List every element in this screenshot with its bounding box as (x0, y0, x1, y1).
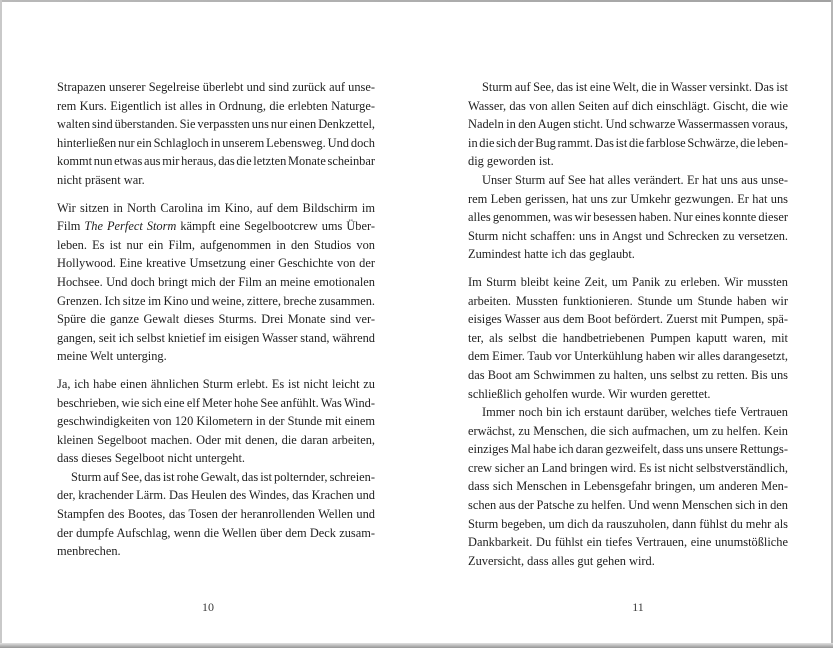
text-line: beschrieben, wie sich eine elf Meter hohe See anfühlt. Was Wind- (57, 395, 375, 410)
page-number-right: 11 (632, 600, 644, 614)
text-line: meine Welt unterging. (57, 349, 167, 364)
paragraph (57, 78, 375, 190)
text-line: schen aus der Patsche zu helfen. Und wenn Menschen sich in den (468, 498, 788, 513)
text-line: Grenzen. Ich sitze im Kino und weine, zittere, breche zusammen. (57, 293, 375, 308)
text-line: Wasser, das von allen Seiten auf dich einschlägt. Gischt, die wie (468, 98, 788, 113)
text-line: Zuversicht, dass alles gut gehen wird. (468, 553, 655, 568)
text-line: dem Eimer. Taub vor Unterkühlung haben wir alles darangesetzt, (468, 349, 788, 364)
text-line: der, krachender Lärm. Das Heulen des Windes, das Krachen und (57, 488, 375, 503)
scan-edge-bottom (0, 643, 833, 648)
text-line: Ja, ich habe einen ähnlichen Sturm erlebt. Es ist nicht leicht zu (57, 376, 375, 391)
text-line: kleinen Segelboot machen. Oder mit denen, die daran arbeiten, (57, 432, 375, 447)
text-line: arbeiten. Mussten funktionieren. Stunde um Stunde haben wir (468, 293, 788, 308)
text-line: Dankbarkeit. Du fühlst ein tiefes Vertrauen, eine unumstößliche (468, 535, 788, 550)
italic-title: The Perfect Storm (84, 219, 177, 234)
text-line: dass sich Menschen in Lebensgefahr bringen, um anderen Men- (468, 479, 788, 494)
text-line: rem Leben gerissen, hat uns zur Umkehr gezwungen. Er hat uns (468, 191, 788, 206)
text-line: leben. Es ist nur ein Film, aufgenommen in den Studios von (57, 237, 375, 252)
paragraph (468, 273, 788, 403)
page-number-left: 10 (202, 600, 214, 614)
text-line: einziges Mal habe ich daran gezweifelt, dass uns unsere Rettungs- (468, 442, 788, 457)
paragraph (57, 199, 375, 366)
text-line: gangen, seit ich selbst knietief im eisigen Wasser stand, während (57, 330, 375, 345)
text-line: Stampfen des Bootes, das Tosen der heranrollenden Wellen und (57, 507, 375, 522)
text-line: kommt nun etwas aus mir heraus, das die letzten Monate scheinbar (57, 154, 375, 169)
text-line: menbrechen. (57, 544, 121, 559)
text-block (468, 78, 788, 570)
text-line: schließlich geholfen wurde. Wir wurden gerettet. (468, 386, 711, 401)
text-line: Sturm begeben, um dich da rauszuholen, dann fühlst du mehr als (468, 516, 788, 531)
scan-edge-left (0, 0, 2, 648)
text-line: nicht präsent war. (57, 172, 145, 187)
text-line: dig geworden ist. (468, 154, 554, 169)
paragraph (468, 171, 788, 264)
paragraph (468, 78, 788, 171)
text-line: Sturm nicht schaffen: uns in Angst und Schrecken zu versetzen. (468, 228, 788, 243)
text-line: Hollywood. Eine kreative Umsetzung einer Geschichte von der (57, 256, 375, 271)
text-line: Im Sturm bleibt keine Zeit, um Panik zu erleben. Wir mussten (468, 274, 788, 289)
text-line: Sturm auf See, das ist eine Welt, die in Wasser versinkt. Das ist (482, 80, 788, 94)
text-line: hinterließen nur ein Schlagloch in unserem Lebensweg. Und doch (57, 135, 375, 150)
text-line: das Boot am Schwimmen zu halten, uns selbst zu retten. Bis uns (468, 367, 788, 382)
text-line: Spüre die ganze Gewalt dieses Sturms. Drei Monate sind ver- (57, 312, 375, 327)
text-line: der dumpfe Aufschlag, wenn die Wellen über dem Deck zusam- (57, 525, 375, 540)
text-line: geschwindigkeiten von 120 Kilometern in der Stunde mit einem (57, 414, 375, 429)
text-line: Sturm auf See, das ist rohe Gewalt, das ist polternder, schreien- (71, 469, 375, 484)
paragraph (468, 403, 788, 570)
text-line: Zumindest hatte ich das geglaubt. (468, 247, 635, 262)
paragraph (57, 468, 375, 561)
text-line: crew sicher an Land bringen wird. Es ist nicht selbstverständlich, (468, 460, 788, 475)
text-line: ter, als selbst die handbetriebenen Pumpen kaputt waren, mit (468, 330, 788, 345)
text-line: Hochsee. Und doch bringt mich der Film an meine emotionalen (57, 274, 375, 289)
text-line: alles genommen, was wir besessen haben. Nur eines konnte dieser (468, 210, 788, 225)
paragraph (57, 375, 375, 468)
scan-edge-top (0, 0, 833, 2)
text-line: dass dieses Segelboot nicht untergeht. (57, 451, 246, 466)
text-line: Film The Perfect Storm kämpft eine Segelbootcrew ums Über- (57, 219, 375, 234)
text-block (57, 78, 375, 561)
text-line: in die sich der Bug rammt. Das ist die farblose Schwärze, die leben- (468, 135, 788, 150)
text-line: Unser Sturm auf See hat alles verändert. Er hat uns aus unse- (482, 172, 788, 187)
text-line: erwächst, zu Menschen, die sich aufmachen, um zu helfen. Kein (468, 423, 788, 438)
text-line: rem Kurs. Eigentlich ist alles in Ordnung, die erlebten Naturge- (57, 98, 375, 113)
text-line: Wir sitzen in North Carolina im Kino, auf dem Bildschirm im (57, 200, 375, 215)
text-line: Nadeln in den Augen sticht. Und schwarze Wassermassen voraus, (468, 117, 788, 132)
text-line: walten sind überstanden. Sie verpassten uns nur einen Denkzettel, (57, 117, 375, 132)
text-line: eisiges Wasser aus dem Boot befördert. Zuerst mit Pumpen, spä- (468, 312, 788, 327)
text-line: Strapazen unserer Segelreise überlebt und sind zurück auf unse- (57, 80, 375, 94)
text-line: Immer noch bin ich erstaunt darüber, welches tiefe Vertrauen (482, 405, 788, 420)
